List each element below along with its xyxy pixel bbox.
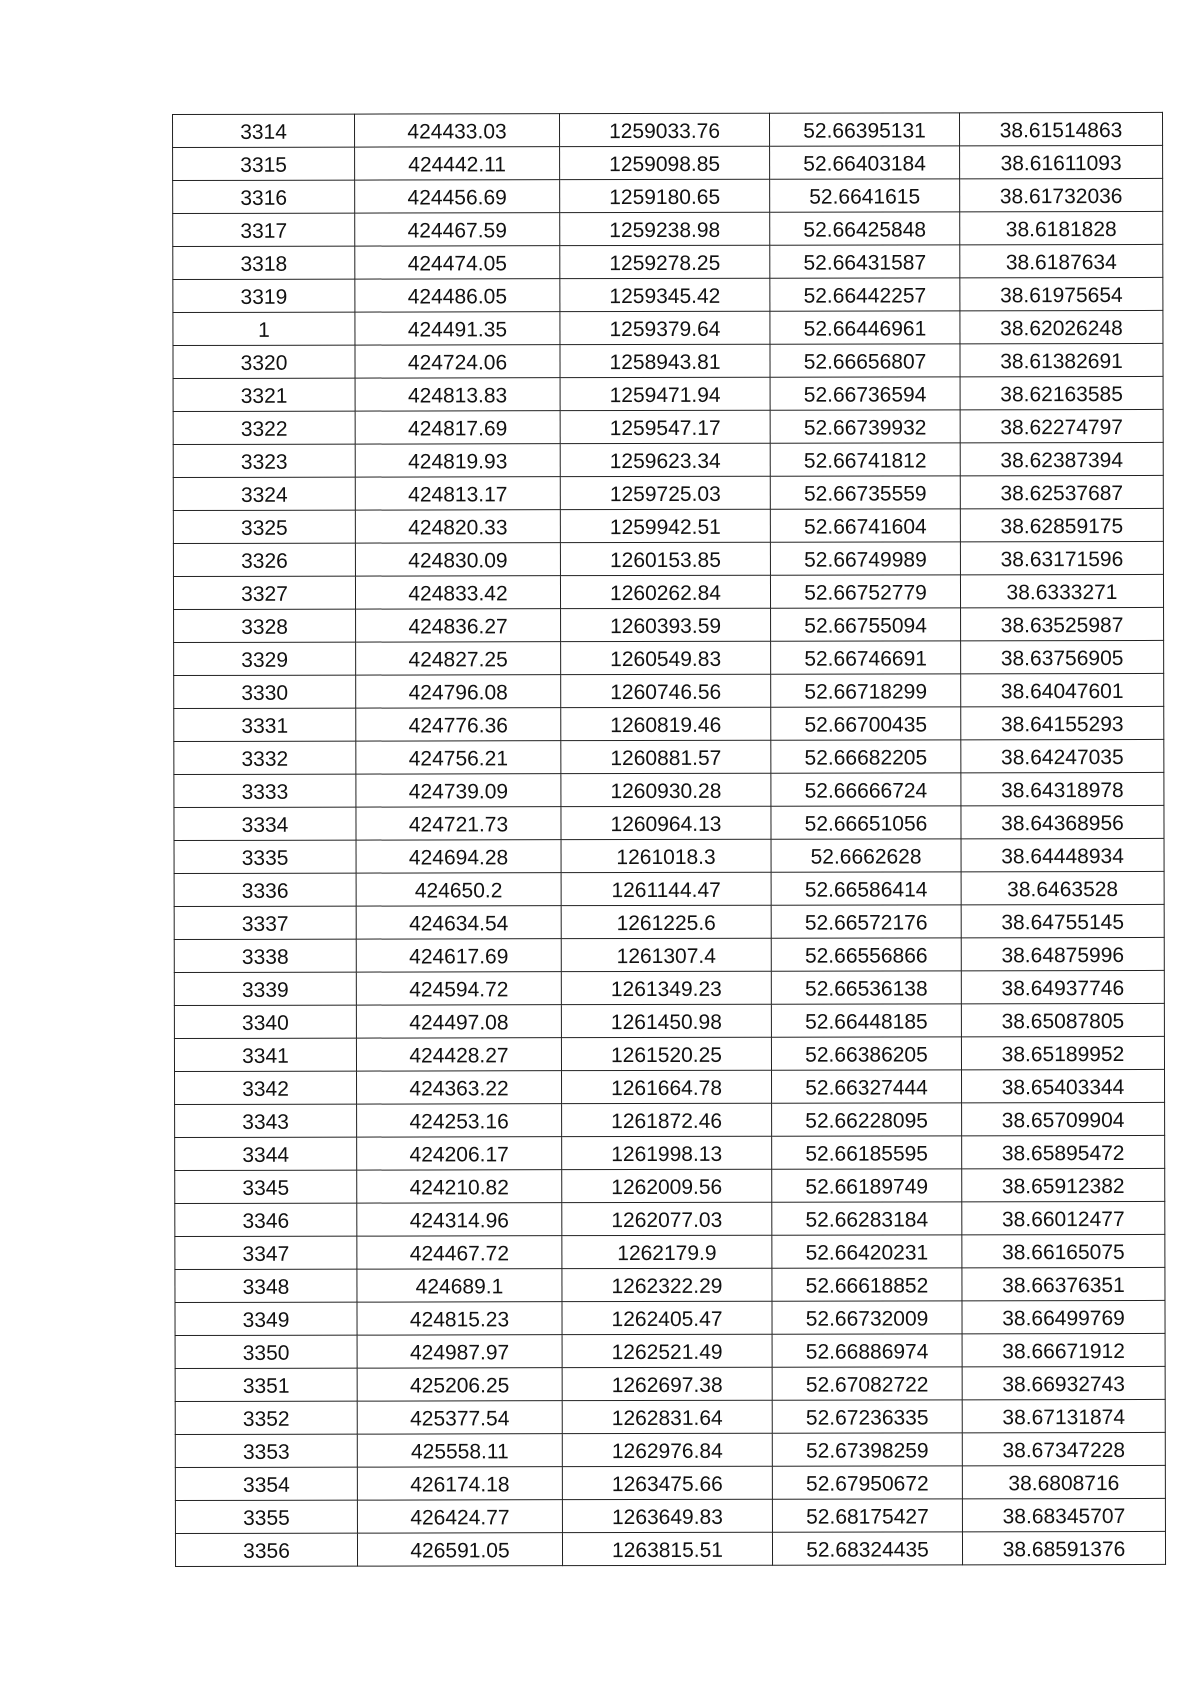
y-coordinate-cell: 1262831.64: [562, 1400, 772, 1433]
longitude-cell: 38.62387394: [960, 442, 1163, 475]
point-number-cell: 3333: [174, 774, 356, 807]
longitude-cell: 38.62026248: [960, 310, 1163, 343]
x-coordinate-cell: 424206.17: [357, 1137, 562, 1170]
table-row: [175, 1300, 1165, 1335]
longitude-cell: 38.61382691: [960, 343, 1163, 376]
x-coordinate-cell: 424721.73: [356, 807, 561, 840]
y-coordinate-cell: 1262405.47: [562, 1301, 772, 1334]
x-coordinate-cell: 424467.72: [357, 1236, 562, 1269]
point-number-cell: 3337: [174, 906, 356, 939]
longitude-cell: 38.64875996: [961, 937, 1164, 970]
y-coordinate-cell: 1262322.29: [562, 1268, 772, 1301]
latitude-cell: 52.66442257: [770, 278, 960, 311]
latitude-cell: 52.66739932: [770, 410, 960, 443]
table-row: [174, 640, 1164, 675]
longitude-cell: 38.63171596: [960, 541, 1163, 574]
x-coordinate-cell: 424253.16: [357, 1104, 562, 1137]
latitude-cell: 52.66572176: [771, 905, 961, 938]
point-number-cell: 3323: [173, 444, 355, 477]
x-coordinate-cell: 424474.05: [355, 246, 560, 279]
latitude-cell: 52.66431587: [770, 245, 960, 278]
y-coordinate-cell: 1260964.13: [561, 806, 771, 839]
x-coordinate-cell: 424634.54: [356, 906, 561, 939]
latitude-cell: 52.66752779: [770, 575, 960, 608]
table-row: [173, 508, 1163, 543]
latitude-cell: 52.66718299: [771, 674, 961, 707]
table-row: [173, 211, 1163, 246]
x-coordinate-cell: 424796.08: [356, 675, 561, 708]
point-number-cell: 3314: [173, 114, 355, 147]
latitude-cell: 52.66618852: [772, 1268, 962, 1301]
table-row: [175, 1069, 1165, 1104]
x-coordinate-cell: 424210.82: [357, 1170, 562, 1203]
longitude-cell: 38.64318978: [961, 772, 1164, 805]
latitude-cell: 52.66651056: [771, 806, 961, 839]
table-row: [175, 1102, 1165, 1137]
point-number-cell: 3355: [175, 1500, 357, 1533]
latitude-cell: 52.66228095: [772, 1103, 962, 1136]
table-row: [173, 145, 1163, 180]
longitude-cell: 38.62859175: [960, 508, 1163, 541]
y-coordinate-cell: 1261349.23: [561, 971, 771, 1004]
latitude-cell: 52.66556866: [771, 938, 961, 971]
table-row: [175, 1168, 1165, 1203]
x-coordinate-cell: 424819.93: [355, 444, 560, 477]
table-row: [173, 310, 1163, 345]
x-coordinate-cell: 424428.27: [356, 1038, 561, 1071]
table-row: [173, 409, 1163, 444]
table-row: [174, 970, 1164, 1005]
longitude-cell: 38.61732036: [960, 178, 1163, 211]
x-coordinate-cell: 424833.42: [355, 576, 560, 609]
longitude-cell: 38.61975654: [960, 277, 1163, 310]
y-coordinate-cell: 1262179.9: [562, 1235, 772, 1268]
point-number-cell: 3354: [175, 1467, 357, 1500]
x-coordinate-cell: 424689.1: [357, 1269, 562, 1302]
longitude-cell: 38.64755145: [961, 904, 1164, 937]
y-coordinate-cell: 1260930.28: [561, 773, 771, 806]
longitude-cell: 38.64155293: [961, 706, 1164, 739]
point-number-cell: 3345: [175, 1170, 357, 1203]
x-coordinate-cell: 424827.25: [356, 642, 561, 675]
latitude-cell: 52.67398259: [772, 1433, 962, 1466]
point-number-cell: 3324: [173, 477, 355, 510]
table-row: [173, 574, 1163, 609]
point-number-cell: 3326: [173, 543, 355, 576]
point-number-cell: 3342: [175, 1071, 357, 1104]
x-coordinate-cell: 424650.2: [356, 873, 561, 906]
latitude-cell: 52.66420231: [772, 1235, 962, 1268]
table-row: [173, 376, 1163, 411]
longitude-cell: 38.66376351: [962, 1267, 1165, 1300]
y-coordinate-cell: 1263475.66: [562, 1466, 772, 1499]
x-coordinate-cell: 426174.18: [357, 1467, 562, 1500]
longitude-cell: 38.63756905: [961, 640, 1164, 673]
coordinates-table: [172, 112, 1166, 1567]
longitude-cell: 38.65709904: [962, 1102, 1165, 1135]
longitude-cell: 38.6808716: [962, 1465, 1165, 1498]
point-number-cell: 3320: [173, 345, 355, 378]
y-coordinate-cell: 1260746.56: [561, 674, 771, 707]
point-number-cell: 3347: [175, 1236, 357, 1269]
longitude-cell: 38.65087805: [961, 1003, 1164, 1036]
latitude-cell: 52.66327444: [772, 1070, 962, 1103]
point-number-cell: 3340: [174, 1005, 356, 1038]
point-number-cell: 3331: [174, 708, 356, 741]
latitude-cell: 52.66185595: [772, 1136, 962, 1169]
point-number-cell: 3341: [174, 1038, 356, 1071]
point-number-cell: 3350: [175, 1335, 357, 1368]
latitude-cell: 52.66425848: [770, 212, 960, 245]
point-number-cell: 3353: [175, 1434, 357, 1467]
point-number-cell: 1: [173, 312, 355, 345]
longitude-cell: 38.63525987: [961, 607, 1164, 640]
table-row: [173, 475, 1163, 510]
point-number-cell: 3319: [173, 279, 355, 312]
x-coordinate-cell: 424739.09: [356, 774, 561, 807]
latitude-cell: 52.66700435: [771, 707, 961, 740]
x-coordinate-cell: 424820.33: [355, 510, 560, 543]
x-coordinate-cell: 424815.23: [357, 1302, 562, 1335]
longitude-cell: 38.62537687: [960, 475, 1163, 508]
table-row: [175, 1531, 1165, 1566]
table-row: [173, 112, 1163, 147]
point-number-cell: 3327: [173, 576, 355, 609]
y-coordinate-cell: 1260153.85: [560, 542, 770, 575]
point-number-cell: 3338: [174, 939, 356, 972]
point-number-cell: 3346: [175, 1203, 357, 1236]
table-row: [174, 838, 1164, 873]
x-coordinate-cell: 424314.96: [357, 1203, 562, 1236]
point-number-cell: 3317: [173, 213, 355, 246]
y-coordinate-cell: 1263649.83: [562, 1499, 772, 1532]
latitude-cell: 52.66732009: [772, 1301, 962, 1334]
point-number-cell: 3330: [174, 675, 356, 708]
table-row: [174, 1003, 1164, 1038]
longitude-cell: 38.64247035: [961, 739, 1164, 772]
latitude-cell: 52.66403184: [770, 146, 960, 179]
table-row: [174, 937, 1164, 972]
x-coordinate-cell: 424486.05: [355, 279, 560, 312]
x-coordinate-cell: 425558.11: [357, 1434, 562, 1467]
table-row: [175, 1234, 1165, 1269]
y-coordinate-cell: 1259379.64: [560, 311, 770, 344]
latitude-cell: 52.66536138: [771, 971, 961, 1004]
table-row: [173, 277, 1163, 312]
y-coordinate-cell: 1262077.03: [562, 1202, 772, 1235]
longitude-cell: 38.65912382: [962, 1168, 1165, 1201]
y-coordinate-cell: 1261018.3: [561, 839, 771, 872]
table-row: [173, 541, 1163, 576]
table-row: [175, 1333, 1165, 1368]
y-coordinate-cell: 1261450.98: [561, 1004, 771, 1037]
latitude-cell: 52.66741812: [770, 443, 960, 476]
table-row: [175, 1267, 1165, 1302]
point-number-cell: 3334: [174, 807, 356, 840]
longitude-cell: 38.6187634: [960, 244, 1163, 277]
table-row: [173, 244, 1163, 279]
point-number-cell: 3316: [173, 180, 355, 213]
point-number-cell: 3349: [175, 1302, 357, 1335]
longitude-cell: 38.64937746: [961, 970, 1164, 1003]
latitude-cell: 52.67082722: [772, 1367, 962, 1400]
y-coordinate-cell: 1260262.84: [560, 575, 770, 608]
y-coordinate-cell: 1261520.25: [561, 1037, 771, 1070]
x-coordinate-cell: 424442.11: [355, 147, 560, 180]
longitude-cell: 38.67131874: [962, 1399, 1165, 1432]
y-coordinate-cell: 1261144.47: [561, 872, 771, 905]
table-row: [174, 706, 1164, 741]
longitude-cell: 38.6333271: [960, 574, 1163, 607]
longitude-cell: 38.61611093: [960, 145, 1163, 178]
x-coordinate-cell: 424724.06: [355, 345, 560, 378]
longitude-cell: 38.64047601: [961, 673, 1164, 706]
point-number-cell: 3321: [173, 378, 355, 411]
point-number-cell: 3339: [174, 972, 356, 1005]
longitude-cell: 38.65189952: [961, 1036, 1164, 1069]
point-number-cell: 3352: [175, 1401, 357, 1434]
point-number-cell: 3329: [174, 642, 356, 675]
table-row: [175, 1135, 1165, 1170]
latitude-cell: 52.66886974: [772, 1334, 962, 1367]
latitude-cell: 52.66735559: [770, 476, 960, 509]
y-coordinate-cell: 1259942.51: [560, 509, 770, 542]
y-coordinate-cell: 1259098.85: [560, 146, 770, 179]
y-coordinate-cell: 1260393.59: [561, 608, 771, 641]
latitude-cell: 52.66746691: [771, 641, 961, 674]
point-number-cell: 3336: [174, 873, 356, 906]
longitude-cell: 38.64368956: [961, 805, 1164, 838]
longitude-cell: 38.6181828: [960, 211, 1163, 244]
table-row: [174, 805, 1164, 840]
longitude-cell: 38.62274797: [960, 409, 1163, 442]
table-row: [174, 772, 1164, 807]
table-row: [175, 1201, 1165, 1236]
y-coordinate-cell: 1262976.84: [562, 1433, 772, 1466]
x-coordinate-cell: 424813.17: [355, 477, 560, 510]
table-row: [173, 178, 1163, 213]
x-coordinate-cell: 424433.03: [355, 114, 560, 147]
table-row: [173, 442, 1163, 477]
table-row: [174, 904, 1164, 939]
latitude-cell: 52.66755094: [771, 608, 961, 641]
latitude-cell: 52.6662628: [771, 839, 961, 872]
x-coordinate-cell: 425377.54: [357, 1401, 562, 1434]
y-coordinate-cell: 1262009.56: [562, 1169, 772, 1202]
table-row: [175, 1432, 1165, 1467]
x-coordinate-cell: 424363.22: [357, 1071, 562, 1104]
table-row: [174, 871, 1164, 906]
longitude-cell: 38.66932743: [962, 1366, 1165, 1399]
point-number-cell: 3351: [175, 1368, 357, 1401]
x-coordinate-cell: 424467.59: [355, 213, 560, 246]
latitude-cell: 52.67236335: [772, 1400, 962, 1433]
longitude-cell: 38.68591376: [962, 1531, 1165, 1564]
longitude-cell: 38.65403344: [962, 1069, 1165, 1102]
x-coordinate-cell: 424776.36: [356, 708, 561, 741]
longitude-cell: 38.65895472: [962, 1135, 1165, 1168]
y-coordinate-cell: 1261664.78: [562, 1070, 772, 1103]
latitude-cell: 52.66682205: [771, 740, 961, 773]
x-coordinate-cell: 424836.27: [356, 609, 561, 642]
latitude-cell: 52.66586414: [771, 872, 961, 905]
latitude-cell: 52.66395131: [769, 113, 959, 146]
table-row: [175, 1366, 1165, 1401]
longitude-cell: 38.68345707: [962, 1498, 1165, 1531]
latitude-cell: 52.66656807: [770, 344, 960, 377]
y-coordinate-cell: 1262521.49: [562, 1334, 772, 1367]
longitude-cell: 38.66671912: [962, 1333, 1165, 1366]
x-coordinate-cell: 425206.25: [357, 1368, 562, 1401]
table-row: [174, 673, 1164, 708]
table-row: [174, 1036, 1164, 1071]
x-coordinate-cell: 424830.09: [355, 543, 560, 576]
longitude-cell: 38.62163585: [960, 376, 1163, 409]
y-coordinate-cell: 1259345.42: [560, 278, 770, 311]
x-coordinate-cell: 424617.69: [356, 939, 561, 972]
longitude-cell: 38.66165075: [962, 1234, 1165, 1267]
x-coordinate-cell: 424456.69: [355, 180, 560, 213]
y-coordinate-cell: 1259623.34: [560, 443, 770, 476]
x-coordinate-cell: 424594.72: [356, 972, 561, 1005]
y-coordinate-cell: 1261307.4: [561, 938, 771, 971]
table-row: [175, 1498, 1165, 1533]
y-coordinate-cell: 1260549.83: [561, 641, 771, 674]
y-coordinate-cell: 1259725.03: [560, 476, 770, 509]
latitude-cell: 52.66666724: [771, 773, 961, 806]
latitude-cell: 52.66736594: [770, 377, 960, 410]
y-coordinate-cell: 1259547.17: [560, 410, 770, 443]
table-row: [174, 739, 1164, 774]
table-row: [175, 1465, 1165, 1500]
point-number-cell: 3325: [173, 510, 355, 543]
point-number-cell: 3335: [174, 840, 356, 873]
x-coordinate-cell: 426424.77: [357, 1500, 562, 1533]
point-number-cell: 3348: [175, 1269, 357, 1302]
x-coordinate-cell: 424756.21: [356, 741, 561, 774]
longitude-cell: 38.64448934: [961, 838, 1164, 871]
y-coordinate-cell: 1259278.25: [560, 245, 770, 278]
y-coordinate-cell: 1259033.76: [560, 113, 770, 146]
y-coordinate-cell: 1259471.94: [560, 377, 770, 410]
x-coordinate-cell: 424491.35: [355, 312, 560, 345]
point-number-cell: 3344: [175, 1137, 357, 1170]
latitude-cell: 52.66386205: [771, 1037, 961, 1070]
point-number-cell: 3322: [173, 411, 355, 444]
y-coordinate-cell: 1263815.51: [562, 1532, 772, 1565]
latitude-cell: 52.66189749: [772, 1169, 962, 1202]
table-row: [174, 607, 1164, 642]
x-coordinate-cell: 426591.05: [357, 1533, 562, 1566]
latitude-cell: 52.66448185: [771, 1004, 961, 1037]
table-row: [173, 343, 1163, 378]
x-coordinate-cell: 424694.28: [356, 840, 561, 873]
table-body: [173, 112, 1166, 1566]
y-coordinate-cell: 1261225.6: [561, 905, 771, 938]
y-coordinate-cell: 1259238.98: [560, 212, 770, 245]
latitude-cell: 52.66749989: [770, 542, 960, 575]
longitude-cell: 38.66012477: [962, 1201, 1165, 1234]
longitude-cell: 38.61514863: [959, 112, 1162, 145]
latitude-cell: 52.66741604: [770, 509, 960, 542]
y-coordinate-cell: 1258943.81: [560, 344, 770, 377]
latitude-cell: 52.66446961: [770, 311, 960, 344]
point-number-cell: 3315: [173, 147, 355, 180]
latitude-cell: 52.68324435: [772, 1532, 962, 1565]
longitude-cell: 38.66499769: [962, 1300, 1165, 1333]
y-coordinate-cell: 1262697.38: [562, 1367, 772, 1400]
x-coordinate-cell: 424987.97: [357, 1335, 562, 1368]
latitude-cell: 52.67950672: [772, 1466, 962, 1499]
latitude-cell: 52.68175427: [772, 1499, 962, 1532]
point-number-cell: 3318: [173, 246, 355, 279]
latitude-cell: 52.6641615: [770, 179, 960, 212]
y-coordinate-cell: 1261998.13: [562, 1136, 772, 1169]
x-coordinate-cell: 424813.83: [355, 378, 560, 411]
longitude-cell: 38.6463528: [961, 871, 1164, 904]
point-number-cell: 3332: [174, 741, 356, 774]
x-coordinate-cell: 424817.69: [355, 411, 560, 444]
longitude-cell: 38.67347228: [962, 1432, 1165, 1465]
y-coordinate-cell: 1260881.57: [561, 740, 771, 773]
table-row: [175, 1399, 1165, 1434]
y-coordinate-cell: 1259180.65: [560, 179, 770, 212]
point-number-cell: 3328: [174, 609, 356, 642]
x-coordinate-cell: 424497.08: [356, 1005, 561, 1038]
y-coordinate-cell: 1260819.46: [561, 707, 771, 740]
point-number-cell: 3343: [175, 1104, 357, 1137]
point-number-cell: 3356: [175, 1533, 357, 1566]
latitude-cell: 52.66283184: [772, 1202, 962, 1235]
y-coordinate-cell: 1261872.46: [562, 1103, 772, 1136]
